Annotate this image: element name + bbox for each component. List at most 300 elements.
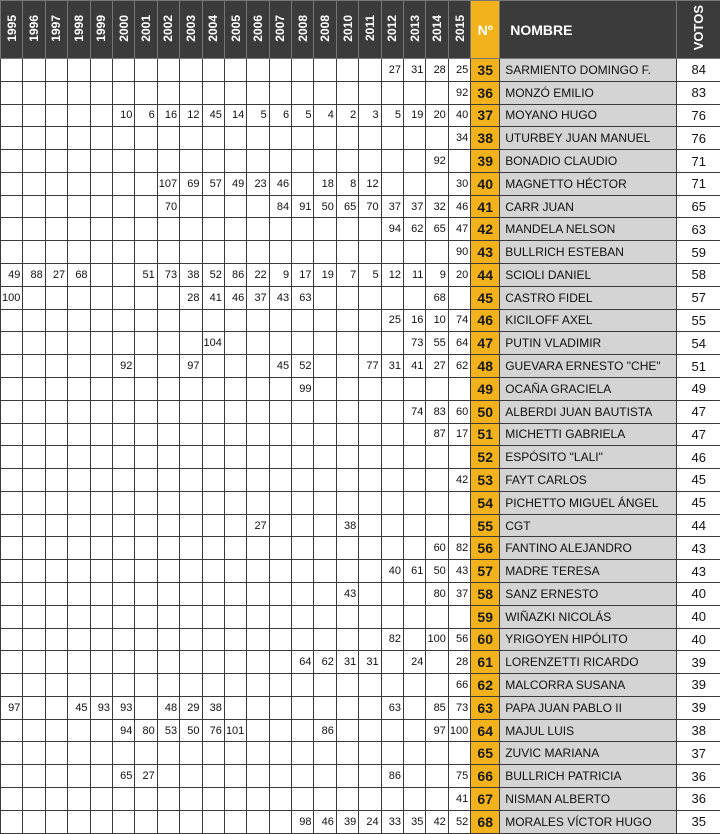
rank-cell xyxy=(135,309,157,332)
rank-cell: 17 xyxy=(292,264,314,287)
rank-cell: 100 xyxy=(426,628,448,651)
rank-cell xyxy=(247,742,269,765)
position-number: 66 xyxy=(471,765,500,788)
rank-cell xyxy=(426,765,448,788)
rank-cell xyxy=(90,765,112,788)
rank-cell xyxy=(269,674,291,697)
rank-cell xyxy=(1,400,23,423)
rank-cell: 60 xyxy=(448,400,470,423)
rank-cell xyxy=(224,195,246,218)
rank-cell xyxy=(247,810,269,833)
rank-cell xyxy=(448,605,470,628)
rank-cell: 62 xyxy=(448,355,470,378)
rank-cell xyxy=(224,537,246,560)
year-header xyxy=(157,1,179,59)
rank-cell xyxy=(314,309,336,332)
rank-cell xyxy=(157,241,179,264)
rank-cell xyxy=(1,127,23,150)
rank-cell xyxy=(1,491,23,514)
rank-cell xyxy=(112,172,134,195)
rank-cell xyxy=(1,674,23,697)
rank-cell xyxy=(112,651,134,674)
rank-cell: 43 xyxy=(336,582,358,605)
rank-cell xyxy=(247,195,269,218)
year-header-label: 2000 xyxy=(116,14,131,42)
rank-cell xyxy=(404,582,426,605)
rank-cell xyxy=(90,264,112,287)
rank-cell xyxy=(90,59,112,82)
rank-cell xyxy=(135,674,157,697)
rank-cell xyxy=(112,309,134,332)
rank-cell xyxy=(381,674,403,697)
rank-cell xyxy=(68,651,90,674)
rank-cell xyxy=(45,195,67,218)
rank-cell xyxy=(23,150,45,173)
rank-cell xyxy=(23,674,45,697)
rank-cell: 66 xyxy=(448,674,470,697)
rank-cell xyxy=(45,810,67,833)
rank-cell xyxy=(157,423,179,446)
position-number: 60 xyxy=(471,628,500,651)
table-row xyxy=(1,537,720,560)
rank-cell: 25 xyxy=(381,309,403,332)
rank-cell xyxy=(359,696,381,719)
rank-cell xyxy=(269,537,291,560)
rank-cell xyxy=(112,469,134,492)
position-number: 37 xyxy=(471,104,500,127)
rank-cell xyxy=(68,423,90,446)
rank-cell xyxy=(292,81,314,104)
rank-cell: 4 xyxy=(314,104,336,127)
table-row xyxy=(1,765,720,788)
rank-cell: 101 xyxy=(224,719,246,742)
rank-cell xyxy=(135,469,157,492)
rank-cell: 97 xyxy=(426,719,448,742)
year-header xyxy=(426,1,448,59)
year-header xyxy=(45,1,67,59)
rank-cell xyxy=(202,491,224,514)
rank-cell xyxy=(23,810,45,833)
rank-cell: 100 xyxy=(448,719,470,742)
rank-cell xyxy=(314,537,336,560)
rank-cell xyxy=(180,218,202,241)
votes-count: 83 xyxy=(677,81,720,104)
rank-cell: 57 xyxy=(202,172,224,195)
rank-cell xyxy=(180,400,202,423)
rank-cell xyxy=(247,605,269,628)
rank-cell xyxy=(112,218,134,241)
rank-cell: 31 xyxy=(336,651,358,674)
rank-cell xyxy=(112,582,134,605)
rank-cell xyxy=(314,628,336,651)
rank-cell xyxy=(1,560,23,583)
rank-cell xyxy=(1,719,23,742)
rank-cell: 94 xyxy=(112,719,134,742)
rank-cell xyxy=(45,651,67,674)
rank-cell: 48 xyxy=(157,696,179,719)
rank-cell xyxy=(381,241,403,264)
position-number: 42 xyxy=(471,218,500,241)
rank-cell xyxy=(224,218,246,241)
rank-cell: 74 xyxy=(404,400,426,423)
rank-cell xyxy=(314,150,336,173)
rank-cell xyxy=(359,241,381,264)
rank-cell xyxy=(359,59,381,82)
year-header xyxy=(112,1,134,59)
rank-cell xyxy=(202,309,224,332)
position-number: 50 xyxy=(471,400,500,423)
rank-cell xyxy=(180,446,202,469)
position-number: 52 xyxy=(471,446,500,469)
year-header-label: 1999 xyxy=(94,14,109,42)
rank-cell xyxy=(23,651,45,674)
rank-cell: 31 xyxy=(404,59,426,82)
rank-cell xyxy=(135,605,157,628)
rank-cell xyxy=(426,172,448,195)
rank-cell xyxy=(381,332,403,355)
rank-cell xyxy=(202,742,224,765)
rank-cell xyxy=(23,309,45,332)
rank-cell xyxy=(1,651,23,674)
rank-cell xyxy=(135,172,157,195)
position-number: 59 xyxy=(471,605,500,628)
rank-cell xyxy=(381,400,403,423)
rank-cell xyxy=(448,742,470,765)
year-header-label: 2001 xyxy=(139,14,154,42)
rank-cell xyxy=(68,810,90,833)
rank-cell xyxy=(224,400,246,423)
rank-cell xyxy=(381,81,403,104)
rank-cell xyxy=(381,582,403,605)
votes-count: 36 xyxy=(677,788,720,811)
rank-cell xyxy=(45,172,67,195)
table-row xyxy=(1,674,720,697)
year-header-label: 2002 xyxy=(161,14,176,42)
rank-cell xyxy=(1,81,23,104)
rank-cell xyxy=(202,537,224,560)
rank-cell xyxy=(157,605,179,628)
rank-cell xyxy=(381,286,403,309)
rank-cell xyxy=(202,651,224,674)
rank-cell: 92 xyxy=(448,81,470,104)
rank-cell xyxy=(336,241,358,264)
rank-cell xyxy=(1,537,23,560)
rank-cell xyxy=(359,560,381,583)
rank-cell: 19 xyxy=(404,104,426,127)
rank-cell xyxy=(314,377,336,400)
rank-cell xyxy=(202,81,224,104)
rank-cell xyxy=(247,651,269,674)
rank-cell xyxy=(247,582,269,605)
rank-cell xyxy=(224,446,246,469)
rank-cell xyxy=(90,81,112,104)
person-name: CARR JUAN xyxy=(500,195,677,218)
rank-cell: 77 xyxy=(359,355,381,378)
rank-cell xyxy=(404,537,426,560)
rank-cell: 9 xyxy=(269,264,291,287)
rank-cell xyxy=(269,309,291,332)
rank-cell xyxy=(68,582,90,605)
year-header xyxy=(247,1,269,59)
rank-cell xyxy=(224,81,246,104)
year-header-label: 2015 xyxy=(452,14,467,42)
rank-cell xyxy=(202,59,224,82)
table-row xyxy=(1,104,720,127)
rank-cell xyxy=(90,377,112,400)
rank-cell: 31 xyxy=(359,651,381,674)
rank-cell: 92 xyxy=(426,150,448,173)
rank-cell xyxy=(359,377,381,400)
table-row xyxy=(1,59,720,82)
rank-cell: 64 xyxy=(292,651,314,674)
year-header xyxy=(180,1,202,59)
person-name: MOYANO HUGO xyxy=(500,104,677,127)
rank-cell xyxy=(247,377,269,400)
rank-cell xyxy=(90,332,112,355)
rank-cell xyxy=(45,309,67,332)
rank-cell: 41 xyxy=(448,788,470,811)
rank-cell xyxy=(224,605,246,628)
rank-cell xyxy=(381,446,403,469)
rank-cell: 27 xyxy=(135,765,157,788)
rank-cell: 37 xyxy=(247,286,269,309)
rank-cell: 47 xyxy=(448,218,470,241)
rank-cell xyxy=(314,81,336,104)
rank-cell xyxy=(448,446,470,469)
rank-cell xyxy=(135,286,157,309)
position-number: 67 xyxy=(471,788,500,811)
rank-cell xyxy=(180,81,202,104)
rank-cell: 16 xyxy=(157,104,179,127)
rank-cell xyxy=(68,104,90,127)
rank-cell: 73 xyxy=(448,696,470,719)
rank-cell xyxy=(45,560,67,583)
rank-cell xyxy=(381,605,403,628)
rank-cell: 27 xyxy=(45,264,67,287)
rank-cell xyxy=(90,674,112,697)
year-header-label: 2014 xyxy=(430,14,445,42)
rank-cell xyxy=(247,400,269,423)
rank-cell xyxy=(381,788,403,811)
position-number: 48 xyxy=(471,355,500,378)
rank-cell xyxy=(292,582,314,605)
votes-count: 43 xyxy=(677,560,720,583)
rank-cell xyxy=(269,560,291,583)
rank-cell xyxy=(269,491,291,514)
position-number: 56 xyxy=(471,537,500,560)
year-header xyxy=(359,1,381,59)
rank-cell xyxy=(180,423,202,446)
rank-cell xyxy=(23,355,45,378)
table-row xyxy=(1,241,720,264)
rank-cell xyxy=(426,377,448,400)
rank-cell: 23 xyxy=(247,172,269,195)
rank-cell: 82 xyxy=(381,628,403,651)
rank-cell xyxy=(90,605,112,628)
rank-cell xyxy=(269,788,291,811)
rank-cell xyxy=(135,696,157,719)
rank-cell: 37 xyxy=(381,195,403,218)
rank-cell xyxy=(224,332,246,355)
rank-cell: 5 xyxy=(381,104,403,127)
rank-cell xyxy=(23,104,45,127)
rank-cell xyxy=(68,605,90,628)
rank-cell: 28 xyxy=(426,59,448,82)
year-header xyxy=(68,1,90,59)
rank-cell xyxy=(157,218,179,241)
rank-cell xyxy=(404,719,426,742)
rank-cell: 17 xyxy=(448,423,470,446)
rank-cell: 53 xyxy=(157,719,179,742)
rank-cell xyxy=(292,742,314,765)
rank-cell: 99 xyxy=(292,377,314,400)
rank-cell: 27 xyxy=(381,59,403,82)
rank-cell xyxy=(359,537,381,560)
rank-cell xyxy=(112,127,134,150)
rank-cell xyxy=(112,491,134,514)
rank-cell: 90 xyxy=(448,241,470,264)
rank-cell xyxy=(157,150,179,173)
rank-cell xyxy=(426,446,448,469)
rank-cell xyxy=(269,605,291,628)
rank-cell xyxy=(23,537,45,560)
rank-cell xyxy=(202,469,224,492)
rank-cell xyxy=(45,241,67,264)
table-row xyxy=(1,469,720,492)
rank-cell: 52 xyxy=(202,264,224,287)
rank-cell xyxy=(359,674,381,697)
rank-cell xyxy=(247,628,269,651)
rank-cell: 42 xyxy=(426,810,448,833)
rank-cell xyxy=(314,332,336,355)
rank-cell xyxy=(426,81,448,104)
rank-cell xyxy=(1,514,23,537)
rank-cell xyxy=(292,332,314,355)
rank-cell xyxy=(404,788,426,811)
year-header-label: 2008 xyxy=(318,14,333,42)
rank-cell xyxy=(180,605,202,628)
rank-cell xyxy=(202,788,224,811)
rank-cell xyxy=(202,765,224,788)
votes-count: 58 xyxy=(677,264,720,287)
rank-cell xyxy=(23,560,45,583)
rank-cell: 5 xyxy=(292,104,314,127)
person-name: ALBERDI JUAN BAUTISTA xyxy=(500,400,677,423)
rank-cell xyxy=(90,172,112,195)
rank-cell xyxy=(314,355,336,378)
votes-count: 55 xyxy=(677,309,720,332)
rank-cell: 73 xyxy=(404,332,426,355)
rank-cell xyxy=(336,605,358,628)
rank-cell xyxy=(23,696,45,719)
rank-cell: 62 xyxy=(404,218,426,241)
rank-cell xyxy=(180,332,202,355)
table-row xyxy=(1,377,720,400)
rank-cell: 39 xyxy=(336,810,358,833)
rank-cell xyxy=(448,514,470,537)
rank-cell xyxy=(157,400,179,423)
rank-cell: 52 xyxy=(292,355,314,378)
rank-cell: 73 xyxy=(157,264,179,287)
position-number: 55 xyxy=(471,514,500,537)
rank-cell xyxy=(336,377,358,400)
rank-cell xyxy=(292,674,314,697)
rank-cell xyxy=(269,150,291,173)
rank-cell xyxy=(112,81,134,104)
rank-cell xyxy=(269,377,291,400)
rank-cell xyxy=(135,377,157,400)
rank-cell xyxy=(269,241,291,264)
year-header-label: 2004 xyxy=(206,14,221,42)
rank-cell xyxy=(90,423,112,446)
rank-cell xyxy=(180,674,202,697)
votes-count: 39 xyxy=(677,696,720,719)
table-row xyxy=(1,264,720,287)
person-name: OCAÑA GRACIELA xyxy=(500,377,677,400)
rank-cell: 80 xyxy=(135,719,157,742)
rank-cell xyxy=(314,446,336,469)
rank-cell xyxy=(90,218,112,241)
rank-cell xyxy=(404,127,426,150)
rank-cell: 87 xyxy=(426,423,448,446)
rank-cell xyxy=(336,286,358,309)
rank-cell xyxy=(224,150,246,173)
rank-cell xyxy=(45,81,67,104)
rank-cell xyxy=(135,150,157,173)
rank-cell xyxy=(247,560,269,583)
rank-cell xyxy=(224,241,246,264)
year-header xyxy=(90,1,112,59)
rank-cell xyxy=(90,127,112,150)
year-header xyxy=(381,1,403,59)
rank-cell: 24 xyxy=(404,651,426,674)
rank-cell: 46 xyxy=(224,286,246,309)
votes-count: 39 xyxy=(677,651,720,674)
rank-cell xyxy=(269,332,291,355)
position-number: 41 xyxy=(471,195,500,218)
person-name: MORALES VÍCTOR HUGO xyxy=(500,810,677,833)
year-header xyxy=(23,1,45,59)
rank-cell xyxy=(269,651,291,674)
table-row xyxy=(1,355,720,378)
rank-cell xyxy=(314,241,336,264)
rank-cell xyxy=(135,241,157,264)
rank-cell xyxy=(157,810,179,833)
rank-cell xyxy=(247,309,269,332)
position-number: 61 xyxy=(471,651,500,674)
person-name: PUTIN VLADIMIR xyxy=(500,332,677,355)
rank-cell xyxy=(135,628,157,651)
rank-cell xyxy=(381,651,403,674)
rank-cell xyxy=(202,355,224,378)
person-name: ESPÓSITO "LALI" xyxy=(500,446,677,469)
rank-cell xyxy=(269,59,291,82)
rank-cell xyxy=(359,582,381,605)
rank-cell xyxy=(45,377,67,400)
rank-cell: 12 xyxy=(359,172,381,195)
rank-cell xyxy=(336,469,358,492)
position-number: 64 xyxy=(471,719,500,742)
rank-cell xyxy=(269,81,291,104)
rank-cell xyxy=(224,127,246,150)
rank-cell: 9 xyxy=(426,264,448,287)
rank-cell xyxy=(135,560,157,583)
rank-cell xyxy=(68,195,90,218)
rank-cell xyxy=(135,651,157,674)
rank-cell xyxy=(336,81,358,104)
rank-cell xyxy=(314,59,336,82)
rank-cell xyxy=(426,605,448,628)
